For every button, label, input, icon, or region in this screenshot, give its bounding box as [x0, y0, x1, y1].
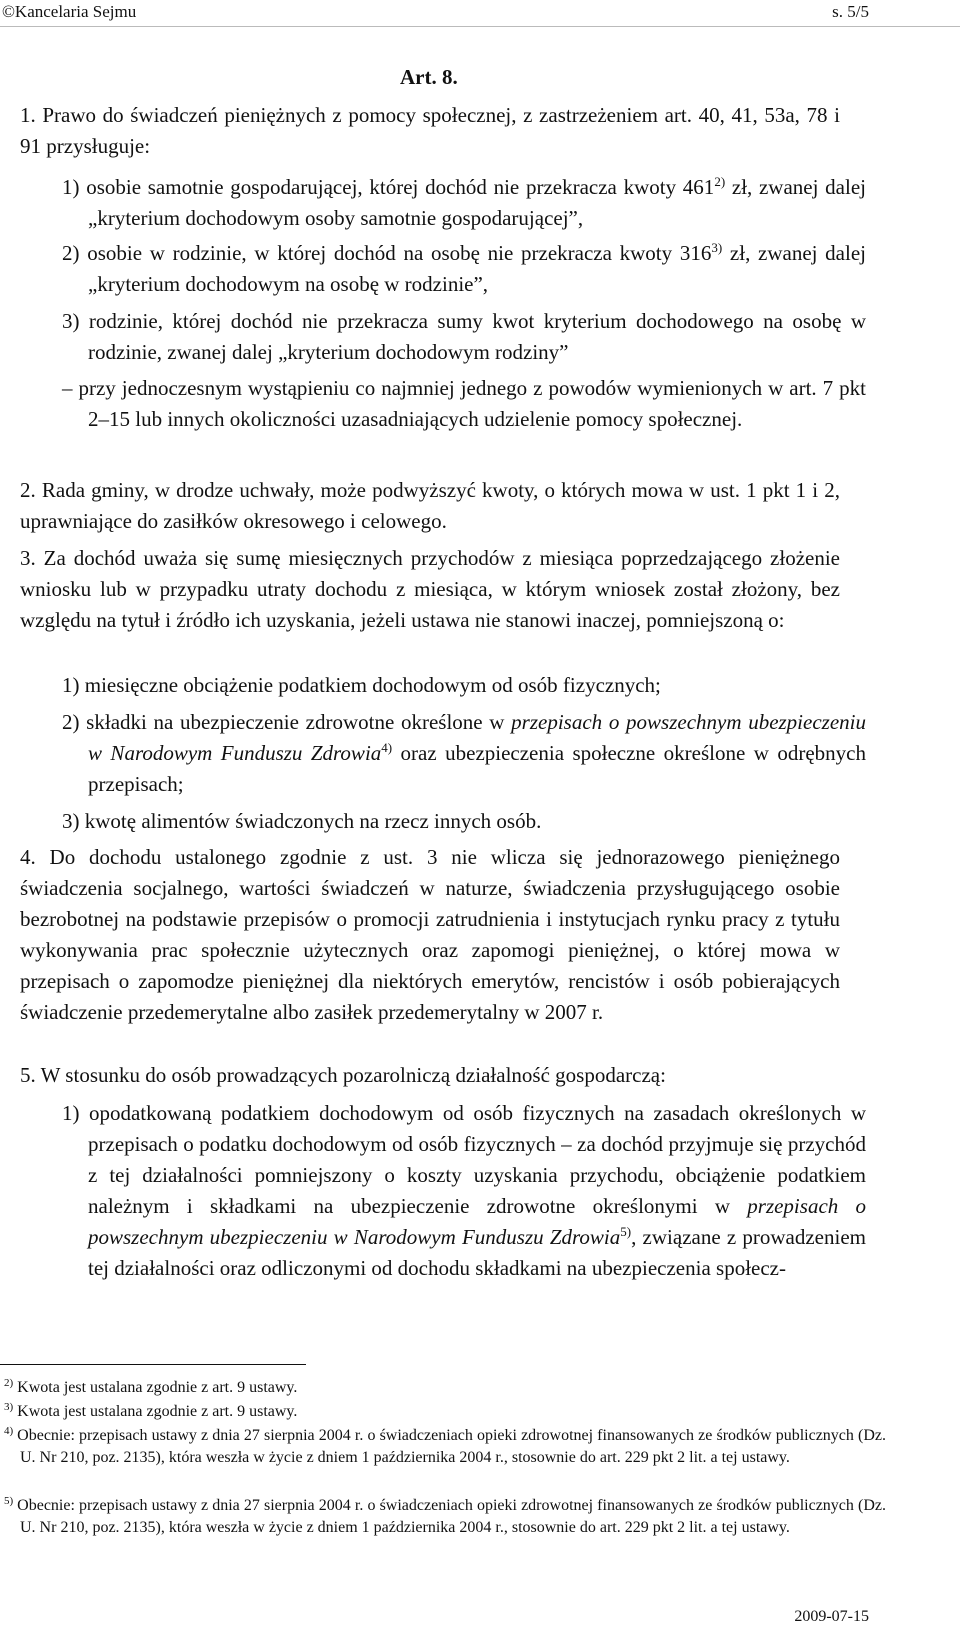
- paragraph-3-item-3-text: 3) kwotę alimentów świadczonych na rzecz innych osób.: [62, 809, 542, 833]
- footer-date: 2009-07-15: [794, 1608, 869, 1625]
- footnote-5-mark: 5): [4, 1494, 14, 1507]
- paragraph-3-item-1: [62, 670, 866, 701]
- header-page-number: s. 5/5: [832, 2, 869, 21]
- paragraph-3: [20, 543, 840, 636]
- paragraph-1-tail: [62, 373, 866, 435]
- page-header: [0, 0, 960, 30]
- paragraph-1: [20, 100, 840, 162]
- paragraph-3-item-1-text: 1) miesięczne obciążenie podatkiem dochodowym od osób fizycznych;: [62, 673, 661, 697]
- paragraph-5-item-1-italic: przepisach o powszechnym ubezpieczeniu w Narodowym Funduszu Zdrowia: [88, 1194, 867, 1249]
- paragraph-1-item-3: [62, 306, 866, 368]
- footnote-2-text: Kwota jest ustalana zgodnie z art. 9 ustawy.: [17, 1379, 298, 1396]
- footnote-2: [4, 1377, 870, 1399]
- paragraph-3-item-2-text-a: 2) składki na ubezpieczenie zdrowotne określone w: [62, 710, 512, 734]
- footnote-ref-5: 5): [620, 1224, 632, 1239]
- footnote-2-mark: 2): [4, 1376, 14, 1389]
- header-publisher: ©Kancelaria Sejmu: [2, 2, 137, 21]
- footnote-separator: [0, 1364, 306, 1365]
- footnote-ref-2: 2): [714, 174, 726, 189]
- paragraph-5-item-1-text-b: , związane z prowadzeniem tej działalności oraz odliczonymi od dochodu składkami na ubezpieczenia społecz-: [88, 1225, 866, 1280]
- paragraph-1-item-2-text-a: 2) osobie w rodzinie, w której dochód na osobę nie przekracza kwoty 316: [62, 241, 712, 265]
- paragraph-1-tail-text: – przy jednoczesnym wystąpieniu co najmniej jednego z powodów wymienionych w art. 7 pkt 2–15 lub innych okoliczności uzasadniających udzielenie pomocy społecznej.: [62, 376, 866, 431]
- paragraph-5-item-1-text-a: 1) opodatkowaną podatkiem dochodowym od osób fizycznych na zasadach określonych w przepisach o podatku dochodowym od osób fizycznych – za dochód przyjmuje się przychód z tej działalności pomniejszony o koszty uzyskania przychodu, obciążenie podatkiem należnym i składkami na ubezpieczenie zdrowotne określonymi w: [62, 1101, 866, 1218]
- header-divider: [0, 26, 960, 27]
- paragraph-5-text: 5. W stosunku do osób prowadzących pozarolniczą działalność gospodarczą:: [20, 1063, 666, 1087]
- paragraph-3-text: 3. Za dochód uważa się sumę miesięcznych przychodów z miesiąca poprzedzającego złożenie wniosku lub w przypadku utraty dochodu z miesiąca, w którym wniosek został złożony, bez względu na tytuł i źródło ich uzyskania, jeżeli ustawa nie stanowi inaczej, pomniejszoną o:: [20, 546, 840, 632]
- paragraph-3-item-2-italic: przepisach o powszechnym ubezpieczeniu w Narodowym Funduszu Zdrowia: [88, 710, 866, 765]
- paragraph-2-text: 2. Rada gminy, w drodze uchwały, może podwyższyć kwoty, o których mowa w ust. 1 pkt 1 i 2, uprawniające do zasiłków okresowego i celowego.: [20, 478, 840, 533]
- paragraph-5: [20, 1060, 840, 1091]
- paragraph-1-item-2-text-b: zł, zwanej dalej „kryterium dochodowym na osobę w rodzinie”,: [88, 241, 866, 296]
- footnote-5-text: Obecnie: przepisach ustawy z dnia 27 sierpnia 2004 r. o świadczeniach opieki zdrowotnej finansowanych ze środków publicznych (Dz. U. Nr 210, poz. 2135), która weszła w życie z dniem 1 października 2004 r., stosownie do art. 229 pkt 2 lit. a tej ustawy.: [17, 1497, 886, 1536]
- paragraph-1-item-1: [62, 172, 866, 234]
- paragraph-2: [20, 475, 840, 537]
- footnote-5: [4, 1495, 886, 1539]
- paragraph-1-item-2: [62, 238, 866, 300]
- footnote-3-mark: 3): [4, 1400, 14, 1413]
- footnote-4-text: Obecnie: przepisach ustawy z dnia 27 sierpnia 2004 r. o świadczeniach opieki zdrowotnej finansowanych ze środków publicznych (Dz. U. Nr 210, poz. 2135), która weszła w życie z dniem 1 października 2004 r., stosownie do art. 229 pkt 2 lit. a tej ustawy.: [17, 1427, 886, 1466]
- paragraph-1-item-1-text-b: zł, zwanej dalej „kryterium dochodowym osoby samotnie gospodarującej”,: [88, 175, 866, 230]
- article-title: Art. 8.: [400, 65, 458, 89]
- footnote-4: [4, 1425, 886, 1469]
- footnote-4-mark: 4): [4, 1424, 14, 1437]
- paragraph-4-text: 4. Do dochodu ustalonego zgodnie z ust. 3 nie wlicza się jednorazowego pieniężnego świadczenia socjalnego, wartości świadczeń w naturze, świadczenia przysługującego osobie bezrobotnej na podstawie przepisów o promocji zatrudnienia i instytucjach rynku pracy z tytułu wykonywania prac społecznie użytecznych oraz zapomogi pieniężnej, o której mowa w przepisach o zapomodze pieniężnej dla niektórych emerytów, rencistów i osób pobierających świadczenie przedemerytalne albo zasiłek przedemerytalny w 2007 r.: [20, 845, 840, 1024]
- paragraph-1-text: 1. Prawo do świadczeń pieniężnych z pomocy społecznej, z zastrzeżeniem art. 40, 41, 53a, 78 i 91 przysługuje:: [20, 103, 840, 158]
- footnote-3-text: Kwota jest ustalana zgodnie z art. 9 ustawy.: [17, 1403, 298, 1420]
- paragraph-3-item-2-text-b: oraz ubezpieczenia społeczne określone w odrębnych przepisach;: [88, 741, 866, 796]
- paragraph-3-item-2: [62, 707, 866, 800]
- paragraph-5-item-1: [62, 1098, 866, 1284]
- paragraph-3-item-3: [62, 806, 866, 837]
- footnote-3: [4, 1401, 870, 1423]
- paragraph-1-item-1-text-a: 1) osobie samotnie gospodarującej, której dochód nie przekracza kwoty 461: [62, 175, 715, 199]
- footnote-ref-4: 4): [381, 740, 393, 755]
- footnote-ref-3: 3): [711, 240, 723, 255]
- paragraph-1-item-3-text: 3) rodzinie, której dochód nie przekracza sumy kwot kryterium dochodowego na osobę w rodzinie, zwanej dalej „kryterium dochodowym rodziny”: [62, 309, 866, 364]
- paragraph-4: [20, 842, 840, 1028]
